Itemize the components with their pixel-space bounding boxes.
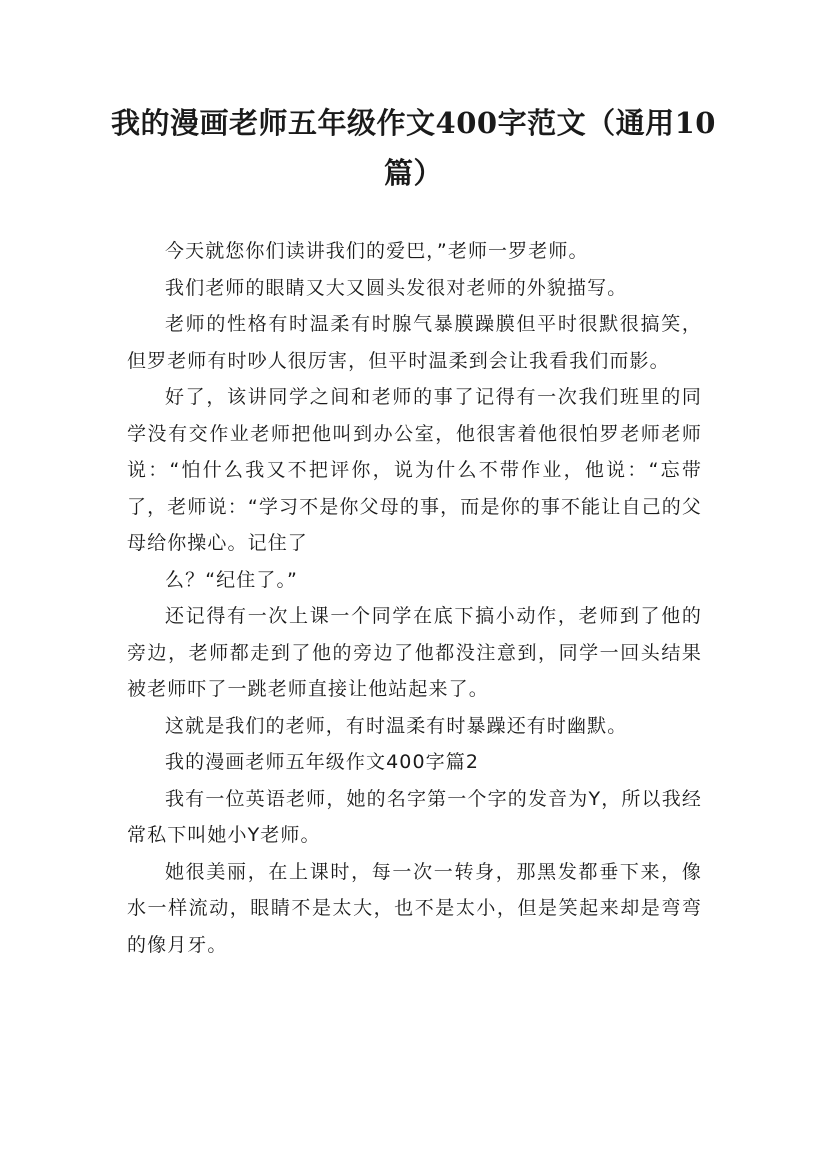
paragraph: 这就是我们的老师，有时温柔有时暴躁还有时幽默。 xyxy=(165,714,628,737)
paragraph: 好了，该讲同学之间和老师的事了记得有一次我们班里的同学没有交作业老师把他叫到办公室，他很害着他很怕罗老师老师说：“怕什么我又不把评你，说为什么不带作业，他说：“忘带了，老师说：“学习不是你父母的事，而是你的事不能让自己的父母给你操心。记住了 xyxy=(127,386,702,554)
paragraph: 还记得有一次上课一个同学在底下搞小动作，老师到了他的旁边，老师都走到了他的旁边了他都没注意到，同学一回头结果被老师吓了一跳老师直接让他站起来了。 xyxy=(127,605,702,700)
paragraph: 今天就您你们读讲我们的爱巴，”老师一罗老师。 xyxy=(165,240,589,262)
paragraph: 她很美丽，在上课时，每一次一转身，那黑发都垂下来，像水一样流动，眼睛不是太大，也不是太小，但是笑起来却是弯弯的像月牙。 xyxy=(127,860,702,956)
document-body xyxy=(127,233,702,963)
document-title: 我的漫画老师五年级作文400字范文（通用10篇） xyxy=(111,106,716,190)
paragraph: 么？“纪住了。” xyxy=(165,568,298,591)
paragraph: 我有一位英语老师，她的名字第一个字的发音为Y，所以我经常私下叫她小Y老师。 xyxy=(127,787,702,846)
paragraph: 老师的性格有时温柔有时腺气暴膜躁膜但平时很默很搞笑，但罗老师有时吵人很厉害，但平时温柔到会让我看我们而影。 xyxy=(127,313,702,372)
section-heading: 我的漫画老师五年级作文400字篇2 xyxy=(165,751,480,773)
paragraph: 我们老师的眼睛又大又圆头发很对老师的外貌描写。 xyxy=(165,276,628,299)
